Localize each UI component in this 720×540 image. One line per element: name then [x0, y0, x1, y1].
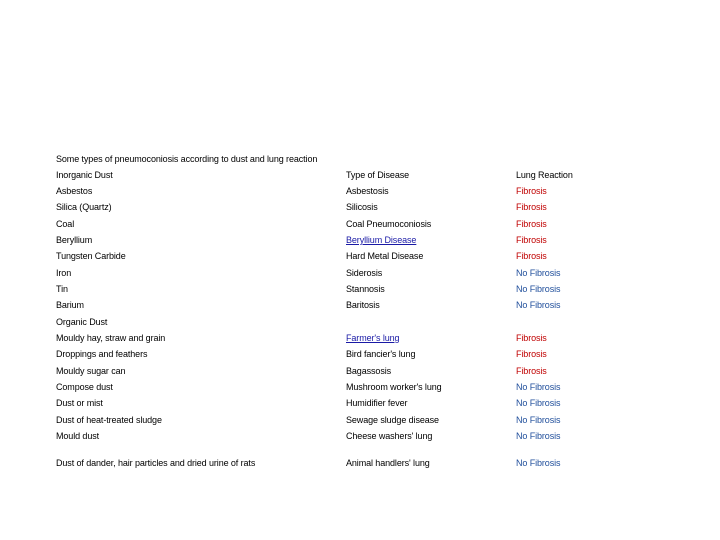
dust-cell: Dust or mist	[56, 398, 103, 408]
reaction-cell: No Fibrosis	[516, 415, 561, 425]
reaction-cell: No Fibrosis	[516, 300, 561, 310]
reaction-cell: Fibrosis	[516, 235, 547, 245]
disease-cell: Silicosis	[346, 202, 378, 212]
dust-cell: Mouldy sugar can	[56, 366, 126, 376]
table-title: Some types of pneumoconiosis according to dust and lung reaction	[56, 154, 318, 164]
dust-cell: Mould dust	[56, 431, 100, 441]
dust-cell: Dust of dander, hair particles and dried urine of rats	[56, 458, 256, 468]
reaction-cell: Fibrosis	[516, 333, 547, 343]
reaction-cell: Fibrosis	[516, 366, 547, 376]
disease-cell: Bird fancier's lung	[346, 349, 416, 359]
reaction-cell: No Fibrosis	[516, 398, 561, 408]
disease-cell: Animal handlers' lung	[346, 458, 430, 468]
disease-cell: Sewage sludge disease	[346, 415, 439, 425]
dust-cell: Compose dust	[56, 382, 113, 392]
reaction-cell: No Fibrosis	[516, 284, 561, 294]
dust-cell: Dust of heat-treated sludge	[56, 415, 162, 425]
disease-cell: Stannosis	[346, 284, 385, 294]
farmers-lung-link[interactable]: Farmer's lung	[346, 333, 400, 343]
dust-cell: Barium	[56, 300, 84, 310]
dust-cell: Mouldy hay, straw and grain	[56, 333, 166, 343]
header-reaction: Lung Reaction	[516, 170, 573, 180]
reaction-cell: No Fibrosis	[516, 431, 561, 441]
disease-cell: Mushroom worker's lung	[346, 382, 442, 392]
organic-dust-label: Organic Dust	[56, 317, 108, 327]
beryllium-disease-link[interactable]: Beryllium Disease	[346, 235, 417, 245]
reaction-cell: Fibrosis	[516, 202, 547, 212]
dust-cell: Silica (Quartz)	[56, 202, 112, 212]
reaction-cell: No Fibrosis	[516, 458, 561, 468]
dust-cell: Tungsten Carbide	[56, 251, 126, 261]
disease-cell: Hard Metal Disease	[346, 251, 424, 261]
header-dust: Inorganic Dust	[56, 170, 113, 180]
reaction-cell: Fibrosis	[516, 219, 547, 229]
dust-cell: Tin	[56, 284, 68, 294]
dust-cell: Asbestos	[56, 186, 93, 196]
reaction-cell: No Fibrosis	[516, 268, 561, 278]
reaction-cell: No Fibrosis	[516, 382, 561, 392]
disease-cell: Cheese washers' lung	[346, 431, 433, 441]
dust-cell: Coal	[56, 219, 75, 229]
disease-cell: Coal Pneumoconiosis	[346, 219, 432, 229]
reaction-cell: Fibrosis	[516, 186, 547, 196]
dust-cell: Iron	[56, 268, 72, 278]
disease-cell: Baritosis	[346, 300, 380, 310]
header-disease: Type of Disease	[346, 170, 410, 180]
reaction-cell: Fibrosis	[516, 251, 547, 261]
dust-cell: Beryllium	[56, 235, 93, 245]
disease-cell: Humidifier fever	[346, 398, 408, 408]
disease-cell: Siderosis	[346, 268, 383, 278]
disease-cell: Bagassosis	[346, 366, 392, 376]
dust-cell: Droppings and feathers	[56, 349, 148, 359]
disease-cell: Asbestosis	[346, 186, 389, 196]
reaction-cell: Fibrosis	[516, 349, 547, 359]
